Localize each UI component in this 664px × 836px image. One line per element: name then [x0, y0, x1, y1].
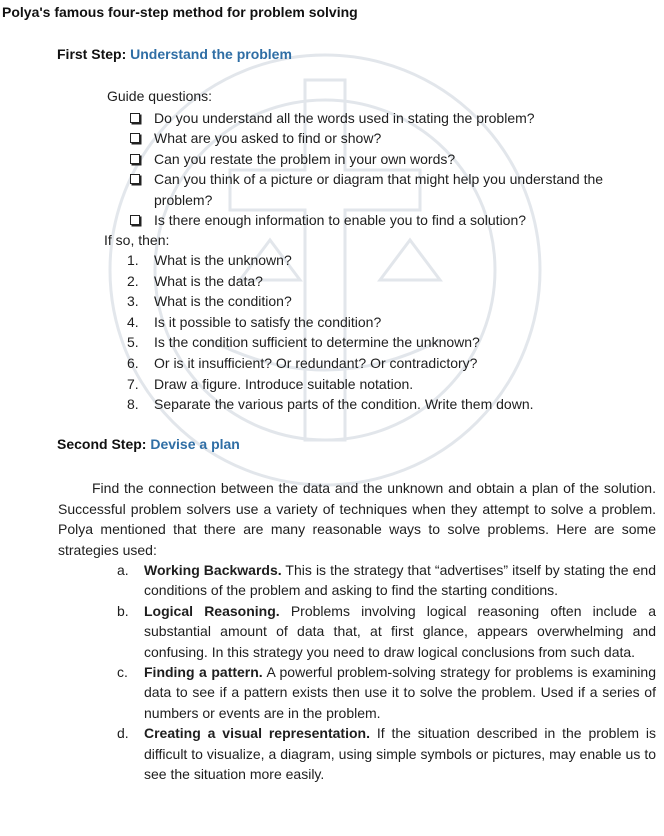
- strategy-text: Problems involving logical reasoning often include a substantial amount of data that, at first glance, appears overwhelming and confusing. In this strategy you need to draw logical conclusions from such data.: [144, 602, 656, 660]
- step1-prefix: First Step:: [57, 46, 127, 62]
- strategy-name: Creating a visual representation.: [144, 725, 370, 742]
- strategy-text: If the situation described in the problem is difficult to visualize, a diagram, using simple symbols or pictures, may enable us to see the situation more easily.: [144, 725, 656, 783]
- document-title: Polya's famous four-step method for problem solving: [2, 4, 358, 20]
- list-item: 8. Separate the various parts of the condition. Write them down.: [127, 396, 534, 413]
- list-item: [117, 723, 656, 784]
- step2-heading: [57, 436, 240, 452]
- strategy-letter: a.: [117, 562, 129, 578]
- shadow-box-icon: [130, 174, 140, 184]
- strategy-text: A powerful problem-solving strategy for problems is examining data to see if a pattern exists then use it to solve the problem. Used if a series of numbers or events are in the problem.: [144, 664, 656, 721]
- guide-questions-label: Guide questions:: [107, 88, 213, 104]
- list-item: What are you asked to find or show?: [130, 128, 660, 148]
- strategy-text: This is the strategy that “advertises” itself by stating the end conditions of the problem and asking to find the starting conditions.: [144, 562, 656, 599]
- list-item: 1. What is the unknown?: [127, 252, 292, 268]
- list-item: Can you restate the problem in your own words?: [130, 149, 660, 169]
- step2-prefix: Second Step:: [57, 436, 147, 452]
- strategy-name: Working Backwards.: [144, 562, 282, 578]
- list-item: [117, 560, 656, 601]
- list-item: 3. What is the condition?: [127, 293, 292, 310]
- list-item: 7. Draw a figure. Introduce suitable notation.: [127, 375, 414, 392]
- list-item: Do you understand all the words used in stating the problem?: [130, 108, 660, 128]
- strategy-name: Logical Reasoning.: [144, 602, 280, 619]
- list-item: Can you think of a picture or diagram that might help you understand the problem?: [130, 169, 660, 210]
- list-item: 2. What is the data?: [127, 272, 263, 289]
- list-item: Is there enough information to enable you to find a solution?: [130, 210, 660, 230]
- numbered-steps-list: [127, 250, 647, 415]
- list-item: 5. Is the condition sufficient to determine the unknown?: [127, 334, 480, 351]
- list-item: 4. Is it possible to satisfy the condition?: [127, 313, 382, 330]
- shadow-box-icon: [130, 154, 140, 164]
- strategy-letter: b.: [117, 602, 129, 619]
- guide-questions-list: [130, 108, 660, 230]
- shadow-box-icon: [130, 215, 140, 225]
- step2-paragraph: Find the connection between the data and the unknown and obtain a plan of the solution. Successful problem solvers use a variety of techniques when they attempt to solve a problem. Polya mentioned that there are many reasonable ways to solve problems. Here are some strategies used:: [58, 480, 656, 558]
- strategy-letter: c.: [117, 664, 128, 681]
- strategy-letter: d.: [117, 725, 129, 742]
- shadow-box-icon: [130, 133, 140, 143]
- list-item: [117, 601, 656, 662]
- strategies-list: [117, 560, 656, 784]
- if-so-label: If so, then:: [104, 232, 170, 248]
- step1-heading: [57, 46, 292, 62]
- list-item: [117, 662, 656, 723]
- step1-highlight: Understand the problem: [130, 46, 292, 62]
- step2-highlight: Devise a plan: [150, 436, 240, 452]
- shadow-box-icon: [130, 113, 140, 123]
- list-item: 6. Or is it insufficient? Or redundant? Or contradictory?: [127, 354, 478, 371]
- strategy-name: Finding a pattern.: [144, 664, 263, 681]
